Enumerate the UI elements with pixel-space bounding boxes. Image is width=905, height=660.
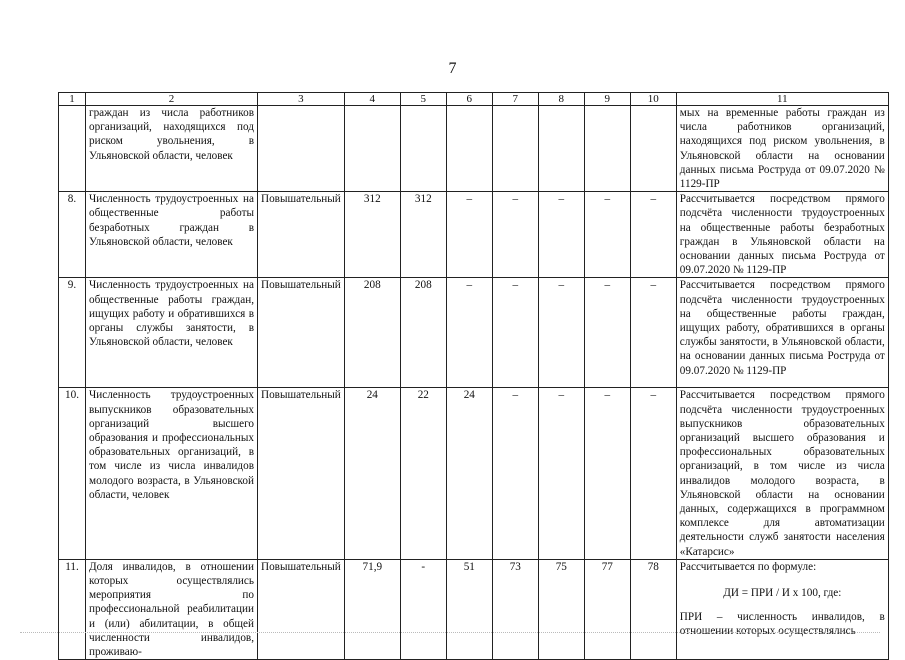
header-cell: 2: [86, 93, 258, 106]
indicator-type: Повышательный: [258, 192, 345, 278]
value-cell: [492, 106, 538, 192]
formula-legend: ПРИ – численность инвалидов, в отношении которых осуществлялись: [679, 611, 885, 638]
indicator-name: Численность трудоустроенных на общественные работы граждан, ищущих работу и обратившихся в органы службы занятости, в Ульяновской области, человек: [86, 278, 258, 388]
indicator-name: Численность трудоустроенных на общественные работы безработных граждан в Ульяновской области, человек: [86, 192, 258, 278]
header-cell: 4: [344, 93, 400, 106]
indicator-type: [258, 106, 345, 192]
value-cell: 24: [446, 388, 492, 559]
value-cell: –: [538, 388, 584, 559]
header-cell: 5: [400, 93, 446, 106]
header-cell: 9: [584, 93, 630, 106]
calculation-description: Рассчитывается посредством прямого подсчёта численности трудоустроенных на общественные работы граждан, ищущих работу, обратившихся в органы службы занятости, в Ульяновской области, на основании данных письма Роструда от 09.07.2020 № 1129-ПР: [676, 278, 888, 388]
value-cell: –: [538, 192, 584, 278]
value-cell: –: [446, 192, 492, 278]
indicator-type: Повышательный: [258, 388, 345, 559]
table-row: [59, 559, 889, 659]
header-cell: 1: [59, 93, 86, 106]
value-cell: 71,9: [344, 559, 400, 659]
header-cell: 6: [446, 93, 492, 106]
value-cell: 312: [400, 192, 446, 278]
value-cell: –: [446, 278, 492, 388]
header-cell: 10: [630, 93, 676, 106]
page-number: 7: [448, 60, 457, 77]
value-cell: 77: [584, 559, 630, 659]
indicator-name: Численность трудоустроенных выпускников образовательных организаций высшего образования и профессиональных образовательных организаций, в том числе из числа инвалидов молодого возраста, в Ульяновской области, человек: [86, 388, 258, 559]
value-cell: –: [630, 192, 676, 278]
row-number: [59, 106, 86, 192]
calculation-description: Рассчитывается посредством прямого подсчёта численности трудоустроенных на общественные работы безработных граждан в Ульяновской области на основании данных письма Роструда от 09.07.2020 № 1129-ПР: [676, 192, 888, 278]
indicator-type: Повышательный: [258, 559, 345, 659]
calculation-description: [676, 559, 888, 659]
value-cell: –: [492, 192, 538, 278]
table-row: [59, 106, 889, 192]
value-cell: –: [492, 278, 538, 388]
value-cell: 208: [400, 278, 446, 388]
value-cell: 78: [630, 559, 676, 659]
row-number: 9.: [59, 278, 86, 388]
calculation-description: мых на временные работы граждан из числа работников организаций, находящихся под риском увольнения, в Ульяновской области на основании данных письма Роструда от 09.07.2020 № 1129-ПР: [676, 106, 888, 192]
value-cell: [538, 106, 584, 192]
value-cell: [400, 106, 446, 192]
row-number: 11.: [59, 559, 86, 659]
indicator-type: Повышательный: [258, 278, 345, 388]
value-cell: [446, 106, 492, 192]
indicators-table: [58, 92, 889, 660]
value-cell: [584, 106, 630, 192]
row-number: 10.: [59, 388, 86, 559]
value-cell: –: [538, 278, 584, 388]
value-cell: 22: [400, 388, 446, 559]
value-cell: –: [630, 278, 676, 388]
value-cell: 312: [344, 192, 400, 278]
value-cell: 51: [446, 559, 492, 659]
indicator-name: граждан из числа работников организаций, находящихся под риском увольнения, в Ульяновской области, человек: [86, 106, 258, 192]
value-cell: –: [584, 192, 630, 278]
value-cell: [344, 106, 400, 192]
value-cell: –: [584, 278, 630, 388]
header-row: [59, 93, 889, 106]
value-cell: 208: [344, 278, 400, 388]
scan-edge-line: [20, 632, 880, 634]
header-cell: 7: [492, 93, 538, 106]
row-number: 8.: [59, 192, 86, 278]
value-cell: 73: [492, 559, 538, 659]
header-cell: 3: [258, 93, 345, 106]
table-row: [59, 278, 889, 388]
value-cell: –: [584, 388, 630, 559]
table-row: [59, 388, 889, 559]
value-cell: –: [630, 388, 676, 559]
value-cell: -: [400, 559, 446, 659]
indicator-name: Доля инвалидов, в отношении которых осуществлялись мероприятия по профессиональной реабилитации и (или) абилитации, в общей численности инвалидов, проживаю-: [86, 559, 258, 659]
value-cell: [630, 106, 676, 192]
formula: ДИ = ПРИ / И х 100, где:: [723, 587, 842, 600]
value-cell: 75: [538, 559, 584, 659]
header-cell: 8: [538, 93, 584, 106]
header-cell: 11: [676, 93, 888, 106]
table-row: [59, 192, 889, 278]
calculation-description: Рассчитывается посредством прямого подсчёта численности трудоустроенных выпускников образовательных организаций высшего образования и профессиональных образовательных организаций, в том числе из числа инвалидов молодого возраста, в Ульяновской области на основании данных, содержащихся в программном комплексе для автоматизации деятельности служб занятости населения «Катарсис»: [676, 388, 888, 559]
value-cell: –: [492, 388, 538, 559]
formula-intro: Рассчитывается по формуле:: [679, 560, 817, 573]
value-cell: 24: [344, 388, 400, 559]
